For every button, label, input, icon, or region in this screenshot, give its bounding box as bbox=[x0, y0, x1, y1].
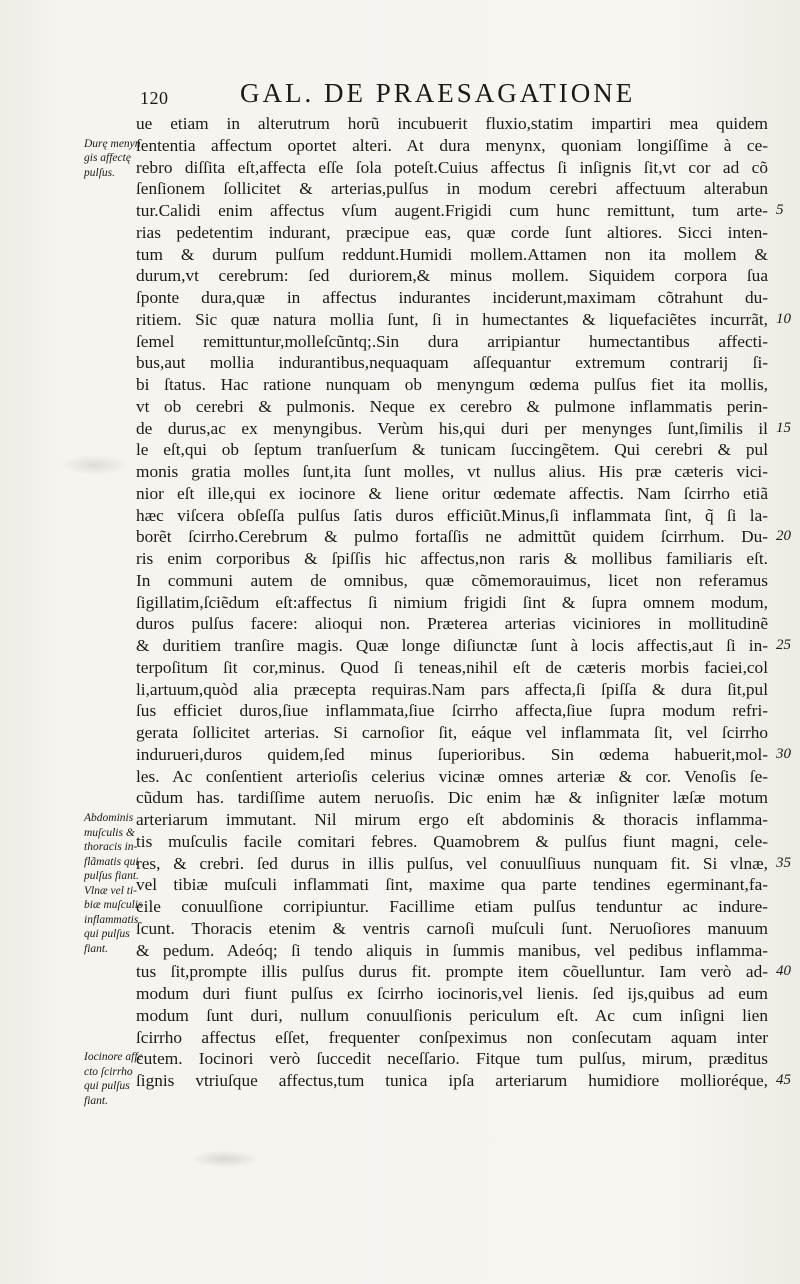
margin-note-line: Abdominis bbox=[84, 812, 134, 824]
text-line: & pedum. Adeóq; ſi tendo aliquis in ſummis manibus, vel pedibus inflamma- bbox=[136, 940, 768, 960]
margin-note bbox=[84, 811, 146, 956]
page-number: 120 bbox=[140, 88, 169, 108]
margin-note-line: Vlnæ vel ti- bbox=[84, 884, 138, 897]
margin-note-line: fiant. bbox=[84, 942, 108, 955]
text-line: ris enim corporibus & ſpiſſis hic affectus,non raris & mollibus familiaris eſt. bbox=[136, 549, 768, 568]
text-line: modum duri fiunt pulſus ex ſcirrho iocinoris,vel lienis. ſed ijs,quibus ad eum bbox=[136, 984, 768, 1003]
text-line: ſcunt. Thoracis etenim & ventris carnoſi muſculi ſunt. Neruoſiores manuum bbox=[136, 918, 768, 938]
text-line: & duritiem tranſire magis. Quæ longe diſiunctæ ſunt à locis affectis,aut ſi in- bbox=[136, 636, 768, 655]
text-line: indurueri,duros quidem,ſed minus ſuperioribus. Sin œdema habuerit,mol- bbox=[136, 744, 768, 764]
text-line: cũdum has. tardiſſime autem neruoſis. Dic enim hæ & inſigniter læſæ motum bbox=[136, 788, 768, 808]
text-line: cutem. Iocinori verò ſuccedit neceſſario. Fitque tum pulſus, mirum, præditus bbox=[136, 1049, 768, 1069]
ink-smudge bbox=[60, 455, 130, 475]
text-line: nior eſt ille,qui ex iocinore & liene oritur œdemate affectis. Nam ſcirrho etiã bbox=[136, 483, 768, 503]
line-number: 20 bbox=[776, 528, 791, 545]
margin-note-line: qui pulſus bbox=[84, 1080, 130, 1093]
text-line: vt ob cerebri & pulmonis. Neque ex cerebro & pulmone inflammatis perin- bbox=[136, 396, 768, 416]
text-line: tum & durum pulſum reddunt.Humidi mollem.Attamen non ita mollem & bbox=[136, 244, 768, 264]
text-line: cile conuulſione corripiuntur. Facillime etiam pulſus tenduntur ac indure- bbox=[136, 897, 768, 916]
text-line: monis gratia molles ſunt,ita ſunt molles, vt nullus alius. His præ cæteris vici- bbox=[136, 462, 768, 481]
text-line: gerata ſollicitet arterias. Si carnoſior ſit, eáque vel inflammata ſit, vel ſcirrho bbox=[136, 723, 768, 742]
line-number: 45 bbox=[776, 1072, 791, 1088]
margin-note-line: inflammatis bbox=[84, 913, 139, 926]
text-line: durum,vt cerebrum: ſed duriorem,& minus mollem. Siquidem corpora ſua bbox=[136, 266, 768, 286]
margin-note-line: qui pulſus bbox=[84, 928, 130, 940]
margin-note-line: pulſus fiant. bbox=[84, 870, 139, 882]
body-text bbox=[136, 113, 768, 1092]
text-line: de durus,ac ex menyngibus. Verùm his,qui duri per menynges ſunt,ſimilis il bbox=[136, 418, 768, 438]
text-line: ſus efficiet duros,ſiue inflammata,ſiue ſcirrho affecta,ſiue ſupra modum refri- bbox=[136, 701, 768, 721]
margin-note-line: muſculis & bbox=[84, 826, 135, 839]
text-line: terpoſitum ſit cor,minus. Quod ſi teneas,nihil eſt de cæteris morbis faciei,col bbox=[136, 657, 768, 677]
margin-note-line: pulſus. bbox=[84, 166, 115, 179]
text-line: ſenſionem ſollicitet & arterias,pulſus in modum cerebri affectuum alterabun bbox=[136, 179, 768, 199]
text-line: modum ſunt duri, nullum conuulſionis periculum eſt. Ac cum inſigni lien bbox=[136, 1005, 768, 1025]
page-header bbox=[130, 78, 790, 112]
text-line: In communi autem de omnibus, quæ cõmemorauimus, licet non referamus bbox=[136, 570, 768, 590]
line-number: 15 bbox=[776, 419, 791, 436]
margin-note-line: Iocinore affe bbox=[84, 1051, 143, 1064]
line-number: 35 bbox=[776, 854, 791, 871]
text-line: tus ſit,prompte illis pulſus durus fit. prompte item cõuelluntur. Iam verò ad- bbox=[136, 962, 768, 982]
margin-note-line: gis affectę bbox=[84, 152, 131, 165]
line-number: 40 bbox=[776, 963, 791, 980]
margin-note-line: Durę menyn bbox=[84, 137, 141, 150]
text-line: bi ſtatus. Hac ratione nunquam ob menyngum œdema pulſus fiet ita mollis, bbox=[136, 375, 768, 394]
signature-mark-smudge bbox=[190, 1150, 260, 1168]
running-title: GAL. DE PRAESAGATIONE bbox=[240, 78, 636, 108]
text-line: ſententia affectum oportet alteri. At dura menynx, quoniam longiſſime à ce- bbox=[136, 135, 768, 155]
text-line: ſcirrho affectus eſſet, frequenter conſpeximus non conſecutam aquam inter bbox=[136, 1027, 768, 1047]
text-line: li,artuum,quòd alia præcepta requiras.Nam pars affecta,ſi ſpiſſa & dura ſit,pul bbox=[136, 679, 768, 699]
text-line: res, & crebri. ſed durus in illis pulſus, vel conuulſiuus nunquam fit. Si vlnæ, bbox=[136, 853, 768, 873]
margin-note-line: flãmatis qui bbox=[84, 855, 139, 868]
line-number: 25 bbox=[776, 637, 791, 653]
margin-note-line: biæ muſculis bbox=[84, 899, 143, 911]
margin-note-line: thoracis in- bbox=[84, 841, 138, 853]
text-line: hæc viſcera obſeſſa pulſus ſatis duros efficiũt.Minus,ſi inflammata ſint, q̃ ſi la- bbox=[136, 505, 768, 525]
text-line: rias pedetentim indurant, præcipue eas, quæ corde ſunt altiores. Sicci inten- bbox=[136, 222, 768, 242]
text-line: ue etiam in alterutrum horũ incubuerit fluxio,statim impartiri mea quidem bbox=[136, 114, 768, 133]
margin-note-line: cto ſcirrho bbox=[84, 1065, 133, 1078]
text-line: les. Ac conſentient arterioſis celerius vicinæ omnes arteriæ & cor. Venoſis ſe- bbox=[136, 766, 768, 786]
line-number: 30 bbox=[776, 745, 791, 762]
line-number: 5 bbox=[776, 202, 784, 218]
text-line: le eſt,qui ob ſeptum tranſuerſum & tunicam ſuccingẽtem. Qui cerebri & pul bbox=[136, 440, 768, 460]
text-line: ſignis vtriuſque affectus,tum tunica ipſa arteriarum humidiore mollioréque, bbox=[136, 1071, 768, 1090]
text-line: ſponte dura,quæ in affectus indurantes inciderunt,maximam cõtrahunt du- bbox=[136, 288, 768, 307]
margin-note-line: fiant. bbox=[84, 1094, 108, 1107]
text-line: duros pulſus facere: alioqui non. Præterea arterias viciniores in mollitudinẽ bbox=[136, 614, 768, 634]
text-line: bus,aut mollia indurantibus,nequaquam aſſequantur extremum contrarij ſi- bbox=[136, 353, 768, 373]
text-line: borẽt ſcirrho.Cerebrum & pulmo fortaſſis ne admittũt quidem ſcirrhum. Du- bbox=[136, 527, 768, 547]
text-line: tis muſculis facile comitari febres. Quamobrem & pulſus fiunt magni, cele- bbox=[136, 831, 768, 851]
text-line: tur.Calidi enim affectus vſum augent.Frigidi cum hunc remittunt, tum arte- bbox=[136, 201, 768, 220]
text-line: rebro diſſita eſt,affecta eſſe ſola poteſt.Cuius affectus ſi inſignis ſit,vt cor ad cõ bbox=[136, 157, 768, 177]
text-line: ritiem. Sic quæ natura mollia ſunt, ſi in humectantes & liquefaciẽtes incurrãt, bbox=[136, 309, 768, 329]
margin-note bbox=[84, 1050, 146, 1108]
text-line: arteriarum immutant. Nil mirum ergo eſt abdominis & thoracis inflamma- bbox=[136, 810, 768, 829]
line-number: 10 bbox=[776, 310, 791, 327]
text-line: ſigillatim,ſciẽdum eſt:affectus ſi nimium frigidi ſint & ſupra omnem modum, bbox=[136, 592, 768, 612]
margin-note bbox=[84, 137, 146, 181]
text-line: ſemel remittuntur,molleſcũntq;.Sin dura arripiantur humectantibus affecti- bbox=[136, 331, 768, 351]
text-line: vel tibiæ muſculi inflammati ſint, maxime qua parte tendines egerminant,fa- bbox=[136, 875, 768, 895]
